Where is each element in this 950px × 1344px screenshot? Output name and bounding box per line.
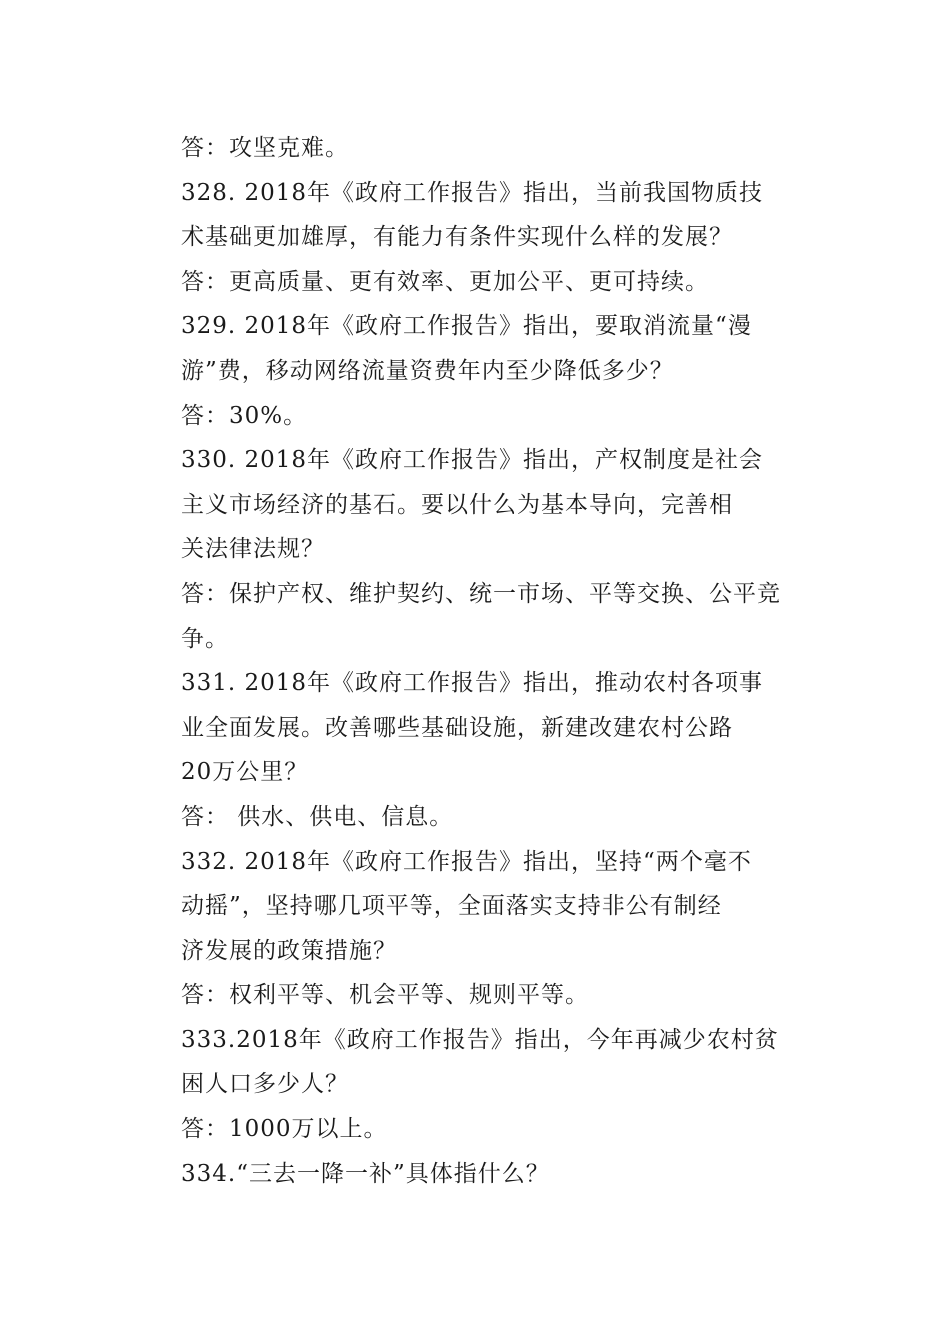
question-334: 334.“三去一降一补”具体指什么？ bbox=[181, 1160, 550, 1187]
question-333-line-2: 困人口多少人？ bbox=[181, 1071, 349, 1098]
question-329-line-1: 329. 2018年《政府工作报告》指出，要取消流量“漫 bbox=[181, 313, 752, 340]
answer-332: 答：权利平等、机会平等、规则平等。 bbox=[181, 982, 589, 1009]
question-332-line-2: 动摇”，坚持哪几项平等，全面落实支持非公有制经 bbox=[181, 893, 722, 920]
answer-328: 答：更高质量、更有效率、更加公平、更可持续。 bbox=[181, 268, 709, 295]
question-331-line-2: 业全面发展。改善哪些基础设施，新建改建农村公路 bbox=[181, 714, 733, 741]
question-332-line-3: 济发展的政策措施？ bbox=[181, 937, 397, 964]
question-328-line-2: 术基础更加雄厚，有能力有条件实现什么样的发展？ bbox=[181, 224, 733, 251]
answer-line: 答：攻坚克难。 bbox=[181, 135, 349, 161]
question-331-line-3: 20万公里？ bbox=[181, 759, 309, 786]
question-333-line-1: 333.2018年《政府工作报告》指出，今年再减少农村贫 bbox=[181, 1026, 779, 1053]
document-body bbox=[181, 126, 781, 1196]
question-328-line-1: 328. 2018年《政府工作报告》指出，当前我国物质技 bbox=[181, 179, 764, 206]
question-330-line-1: 330. 2018年《政府工作报告》指出，产权制度是社会 bbox=[181, 447, 764, 474]
question-331-line-1: 331. 2018年《政府工作报告》指出，推动农村各项事 bbox=[181, 670, 764, 697]
answer-330-line-2: 争。 bbox=[181, 625, 229, 652]
answer-330-line-1: 答：保护产权、维护契约、统一市场、平等交换、公平竞 bbox=[181, 580, 781, 607]
answer-333: 答：1000万以上。 bbox=[181, 1116, 388, 1143]
answer-329: 答：30%。 bbox=[181, 402, 308, 429]
question-330-line-2: 主义市场经济的基石。要以什么为基本导向，完善相 bbox=[181, 491, 733, 518]
question-330-line-3: 关法律法规？ bbox=[181, 536, 325, 563]
answer-331: 答： 供水、供电、信息。 bbox=[181, 803, 454, 830]
question-332-line-1: 332. 2018年《政府工作报告》指出，坚持“两个毫不 bbox=[181, 848, 752, 875]
question-329-line-2: 游”费，移动网络流量资费年内至少降低多少？ bbox=[181, 357, 674, 384]
